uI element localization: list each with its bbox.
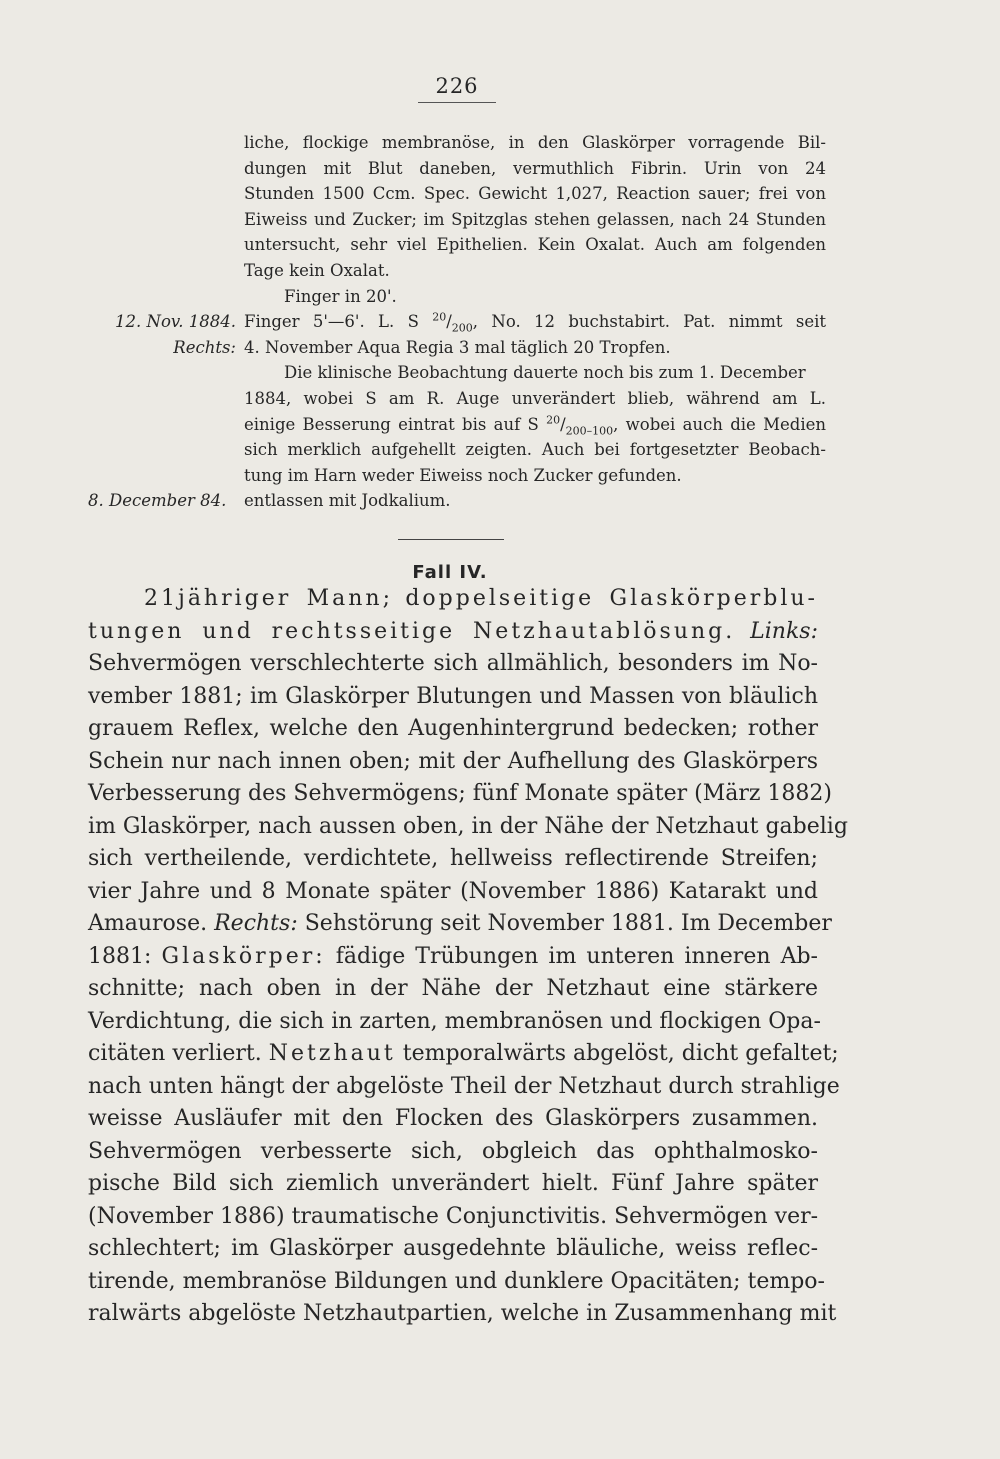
text-line — [88, 488, 828, 514]
text-line: weisse Ausläufer mit den Flocken des Glaskörpers zusammen. — [88, 1106, 818, 1131]
line-text: Tage kein Oxalat. — [244, 260, 390, 280]
text-line — [88, 309, 828, 335]
page-number: 226 — [418, 74, 496, 103]
text-fragment: , wobei auch die Medien — [613, 414, 826, 434]
text-line — [88, 412, 828, 438]
text-line: Sehvermögen verschlechterte sich allmählich, besonders im No- — [88, 651, 818, 676]
line-text: sich merklich aufgehellt zeigten. Auch bei fortgesetzter Beobach- — [244, 440, 826, 460]
text-fragment: einige Besserung eintrat bis auf S — [244, 414, 547, 434]
line-text: Finger in 20'. — [284, 286, 397, 306]
text-line: vember 1881; im Glaskörper Blutungen und Massen von bläulich — [88, 683, 818, 709]
text-line — [88, 463, 828, 489]
side-label-links: Links: — [750, 618, 818, 644]
text-line: schlechtert; im Glaskörper ausgedehnte bläuliche, weiss reflec- — [88, 1236, 818, 1261]
text-line — [88, 130, 828, 156]
line-text: tung im Harn weder Eiweiss noch Zucker gefunden. — [244, 465, 682, 485]
text-line — [88, 360, 828, 386]
line-text: 1884, wobei S am R. Auge unverändert blieb, während am L. — [244, 388, 826, 408]
text-line — [88, 156, 828, 182]
text-fragment: citäten verliert. — [88, 1041, 262, 1066]
text-fragment: 1881: — [88, 943, 152, 969]
fraction-numerator: 20 — [432, 310, 447, 324]
text-line: grauem Reflex, welche den Augenhintergrund bedecken; rother — [88, 716, 818, 741]
line-text — [244, 309, 826, 335]
text-line — [88, 284, 828, 310]
margin-date: 12. Nov. 1884. — [115, 312, 236, 332]
fraction-denominator: 200–100 — [565, 423, 614, 437]
text-line: vier Jahre und 8 Monate später (November 1886) Katarakt und — [88, 878, 818, 904]
margin-label: Rechts: — [173, 337, 236, 357]
text-line: sich vertheilende, verdichtete, hellweiss reflectirende Streifen; — [88, 846, 818, 871]
margin-date: 8. December 84. — [88, 491, 227, 511]
fraction-slash: / — [446, 312, 452, 332]
line-text: Eiweiss und Zucker; im Spitzglas stehen gelassen, nach 24 Stunden — [244, 209, 826, 229]
text-line — [88, 908, 832, 941]
text-line: schnitte; nach oben in der Nähe der Netzhaut eine stärkere — [88, 976, 818, 1001]
line-text: Stunden 1500 Ccm. Spec. Gewicht 1,027, Reaction sauer; frei von — [244, 184, 826, 204]
text-line: nach unten hängt der abgelöste Theil der Netzhaut durch strahlige — [88, 1073, 840, 1099]
text-fragment: , No. 12 buchstabirt. Pat. nimmt seit — [472, 312, 827, 332]
section-divider — [398, 539, 504, 540]
line-text — [244, 412, 826, 438]
line-text: 4. November Aqua Regia 3 mal täglich 20 Tropfen. — [244, 337, 671, 357]
text-line — [88, 207, 828, 233]
text-fragment: temporalwärts abgelöst, dicht gefaltet; — [402, 1041, 839, 1066]
text-line — [88, 616, 818, 649]
line-text: entlassen mit Jodkalium. — [244, 491, 451, 511]
text-line — [88, 335, 828, 361]
small-print-section — [88, 130, 828, 514]
text-line — [88, 941, 818, 974]
line-text: untersucht, sehr viel Epithelien. Kein Oxalat. Auch am folgenden — [244, 235, 826, 255]
text-line — [88, 232, 828, 258]
text-line: Schein nur nach innen oben; mit der Aufhellung des Glaskörpers — [88, 748, 818, 774]
text-line — [88, 258, 828, 284]
spaced-term: Glaskörper: — [161, 943, 326, 969]
text-line: (November 1886) traumatische Conjunctivitis. Sehvermögen ver- — [88, 1203, 819, 1229]
text-line: pische Bild sich ziemlich unverändert hielt. Fünf Jahre später — [88, 1171, 818, 1196]
fraction-numerator: 20 — [546, 413, 561, 427]
spaced-term: Netzhaut — [268, 1041, 396, 1066]
text-fragment: Amaurose. — [88, 911, 208, 936]
text-line — [88, 583, 818, 616]
text-line: ralwärts abgelöste Netzhautpartien, welche in Zusammenhang mit — [88, 1301, 837, 1326]
text-fragment: fädige Trübungen im unteren inneren Ab- — [335, 943, 818, 969]
fraction-slash: / — [560, 414, 566, 434]
line-text: liche, flockige membranöse, in den Glaskörper vorragende Bil- — [244, 133, 826, 152]
case-body — [88, 583, 848, 1331]
text-line: im Glaskörper, nach aussen oben, in der Nähe der Netzhaut gabelig — [88, 813, 848, 839]
side-label-rechts: Rechts: — [214, 911, 298, 936]
case-heading: Fall IV. — [412, 562, 488, 583]
spaced-phrase: tungen und rechtsseitige Netzhautablösung. — [88, 618, 736, 644]
text-line: Sehvermögen verbesserte sich, obgleich das ophthalmosko- — [88, 1138, 818, 1164]
spaced-phrase: doppelseitige Glaskörperblu- — [405, 586, 818, 611]
text-fragment: Finger 5'—6'. L. S — [244, 312, 433, 332]
line-text: dungen mit Blut daneben, vermuthlich Fibrin. Urin von 24 — [244, 158, 826, 178]
text-line — [88, 1038, 839, 1071]
text-line: tirende, membranöse Bildungen und dunklere Opacitäten; tempo- — [88, 1268, 825, 1294]
text-line — [88, 181, 828, 207]
text-line: Verbesserung des Sehvermögens; fünf Monate später (März 1882) — [88, 781, 833, 806]
line-text: Die klinische Beobachtung dauerte noch bis zum 1. December — [284, 363, 806, 383]
spaced-phrase: 21jähriger Mann; — [144, 586, 393, 611]
text-fragment: Sehstörung seit November 1881. Im December — [304, 911, 832, 936]
text-line — [88, 437, 828, 463]
fraction-denominator: 200 — [451, 321, 473, 335]
text-line: Verdichtung, die sich in zarten, membranösen und flockigen Opa- — [88, 1008, 821, 1034]
text-line — [88, 386, 828, 412]
